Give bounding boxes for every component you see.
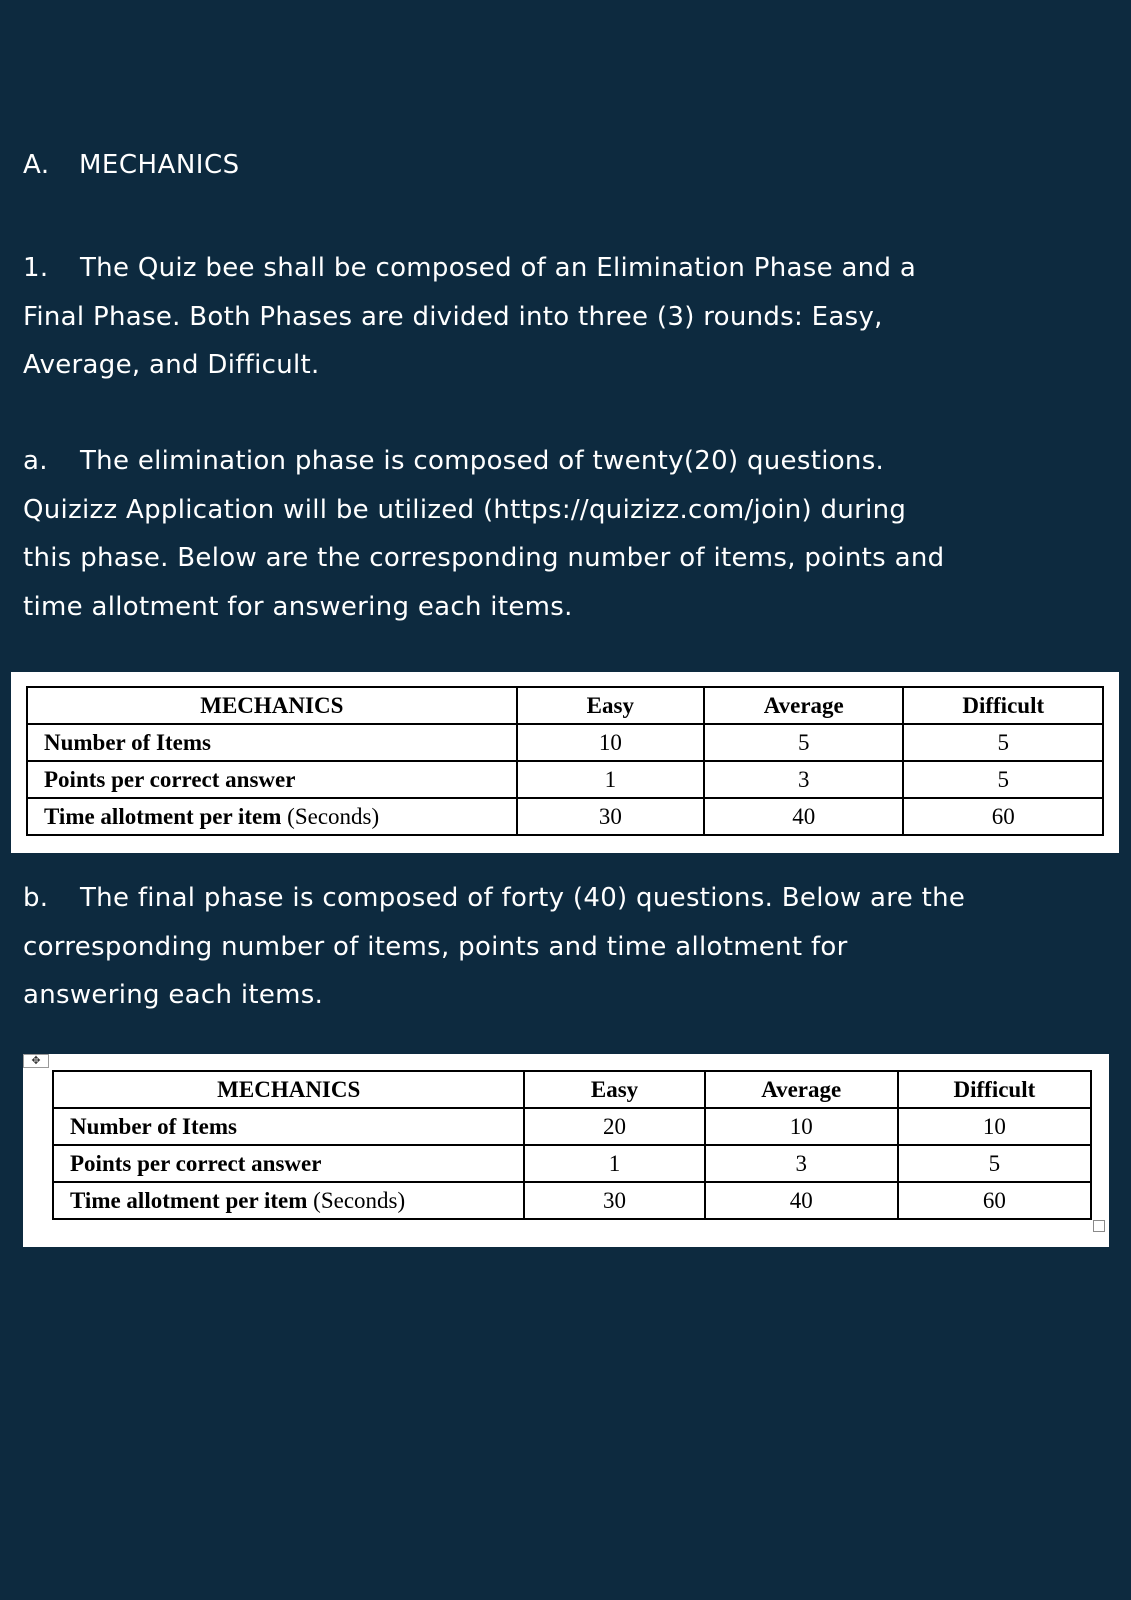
item-a-paragraph [23,437,944,631]
table-cell: 30 [524,1182,704,1219]
header-cell-average: Average [704,687,903,724]
table-cell: 10 [898,1108,1091,1145]
table-cell: 10 [705,1108,898,1145]
table-cell: 5 [903,724,1103,761]
header-cell-average: Average [705,1071,898,1108]
table-cell: 60 [903,798,1103,835]
header-cell-mechanics: MECHANICS [27,687,517,724]
header-cell-mechanics: MECHANICS [53,1071,524,1108]
item-1-line-3: Average, and Difficult. [23,350,320,380]
header-cell-difficult: Difficult [898,1071,1091,1108]
table-cell: 60 [898,1182,1091,1219]
item-1-line-1: The Quiz bee shall be composed of an Elimination Phase and a [80,253,917,283]
item-b-paragraph [23,874,965,1020]
elimination-table-panel [11,672,1119,853]
item-b-letter: b. [23,883,49,913]
row-label: Points per correct answer [27,761,517,798]
table-row [53,1108,1091,1145]
table-row [27,761,1103,798]
row-label: Points per correct answer [53,1145,524,1182]
item-1-paragraph [23,244,916,390]
item-a-line-1: The elimination phase is composed of twenty(20) questions. [80,446,885,476]
section-number: A. [23,150,50,180]
table-cell: 40 [704,798,903,835]
table-row [53,1182,1091,1219]
table-row [27,724,1103,761]
header-cell-difficult: Difficult [903,687,1103,724]
table-header-row [53,1071,1091,1108]
item-b-line-1: The final phase is composed of forty (40) questions. Below are the [80,883,966,913]
item-a-line-3: this phase. Below are the corresponding number of items, points and [23,543,945,573]
row-label: Number of Items [53,1108,524,1145]
item-b-line-3: answering each items. [23,980,324,1010]
table-row [53,1145,1091,1182]
section-title: MECHANICS [79,150,240,180]
table-cell: 5 [903,761,1103,798]
table-cell: 30 [517,798,704,835]
item-a-letter: a. [23,446,48,476]
move-icon[interactable]: ✥ [23,1054,49,1068]
table-cell: 3 [705,1145,898,1182]
table-cell: 1 [517,761,704,798]
table-cell: 1 [524,1145,704,1182]
row-label: Number of Items [27,724,517,761]
table-cell: 5 [898,1145,1091,1182]
table-row [27,798,1103,835]
table-header-row [27,687,1103,724]
item-b-line-2: corresponding number of items, points and time allotment for [23,931,848,962]
item-1-number: 1. [23,253,49,283]
item-1-line-2: Final Phase. Both Phases are divided into three (3) rounds: Easy, [23,301,883,332]
table-cell: 40 [705,1182,898,1219]
row-label: Time allotment per item (Seconds) [27,798,517,835]
table-cell: 3 [704,761,903,798]
table-cell: 5 [704,724,903,761]
item-a-line-4: time allotment for answering each items. [23,591,573,622]
section-heading [23,150,240,180]
final-mechanics-table [52,1070,1092,1220]
resize-icon[interactable] [1093,1220,1105,1232]
row-label: Time allotment per item (Seconds) [53,1182,524,1219]
header-cell-easy: Easy [517,687,704,724]
header-cell-easy: Easy [524,1071,704,1108]
elimination-mechanics-table [26,686,1104,836]
final-table-panel [23,1054,1109,1247]
table-cell: 10 [517,724,704,761]
item-a-line-2: Quizizz Application will be utilized (https://quizizz.com/join) during [23,494,907,525]
table-cell: 20 [524,1108,704,1145]
